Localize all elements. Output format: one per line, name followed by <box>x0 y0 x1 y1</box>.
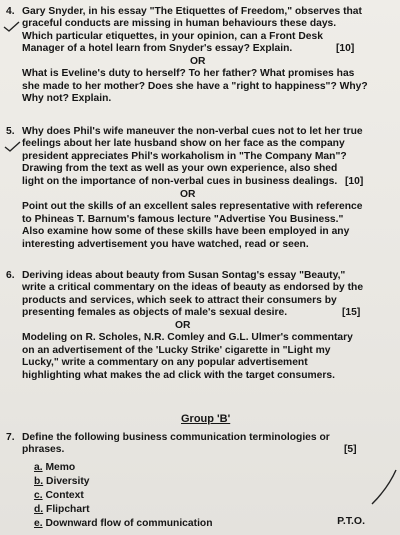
question-line: highlighting what makes the ad click with the target consumers. <box>22 369 335 381</box>
pen-stroke-icon <box>368 468 398 508</box>
question-number: 5. <box>6 126 15 137</box>
or-separator: OR <box>190 56 206 67</box>
question-number: 4. <box>6 6 15 17</box>
question-line: Why not? Explain. <box>22 93 112 105</box>
question-line: president appreciates Phil's workaholism in "The Company Man"? <box>22 150 347 162</box>
question-line: feelings about her late husband show on her face as the company <box>22 138 345 150</box>
sub-item: e. Downward flow of communication <box>34 518 213 529</box>
question-line: to Phineas T. Barnum's famous lecture "Advertise You Business." <box>22 213 344 225</box>
sub-item: d. Flipchart <box>34 504 90 515</box>
sub-item: b. Diversity <box>34 476 90 487</box>
question-line: Manager of a hotel learn from Snyder's essay? Explain. <box>22 43 293 55</box>
question-line: she made to her mother? Does she have a "right to happiness"? Why? <box>22 80 368 92</box>
question-line: What is Eveline's duty to herself? To her father? What promises has <box>22 68 355 80</box>
question-number: 6. <box>6 270 15 281</box>
question-line: Gary Snyder, in his essay "The Etiquettes of Freedom," observes that <box>22 6 362 17</box>
sub-item: a. Memo <box>34 462 76 473</box>
question-line: Drawing from the text as well as your own experience, also shed <box>22 163 338 175</box>
or-separator: OR <box>175 320 191 331</box>
question-line: Why does Phil's wife maneuver the non-verbal cues not to let her true <box>22 126 363 137</box>
check-mark-icon <box>2 20 22 34</box>
section-heading: Group 'B' <box>181 413 231 425</box>
marks: [10] <box>336 43 355 55</box>
question-line: Lucky," write a commentary on any popular advertisement <box>22 357 308 369</box>
question-line: Modeling on R. Scholes, N.R. Comley and G.L. Ulmer's commentary <box>22 332 353 344</box>
check-mark-icon <box>3 140 23 154</box>
sub-item: c. Context <box>34 490 84 501</box>
question-line: graceful conducts are missing in human behaviours these days. <box>22 18 337 30</box>
question-line: light on the importance of non-verbal cues in business dealings. <box>22 175 338 187</box>
question-line: write a critical commentary on the ideas of beauty as endorsed by the <box>22 282 364 294</box>
question-line: Which particular etiquettes, in your opinion, can a Front Desk <box>22 30 323 42</box>
marks: [10] <box>345 175 364 187</box>
question-line: phrases. <box>22 444 65 456</box>
question-line: Also examine how some of these skills have been employed in any <box>22 226 350 238</box>
question-line: Deriving ideas about beauty from Susan Sontag's essay "Beauty," <box>22 270 346 281</box>
page-turn-label: P.T.O. <box>337 515 365 527</box>
marks: [15] <box>342 307 361 319</box>
marks: [5] <box>344 444 357 456</box>
question-line: products and services, which seek to attract their consumers by <box>22 294 337 306</box>
question-number: 7. <box>6 432 15 443</box>
question-line: Define the following business communication terminologies or <box>22 432 330 443</box>
question-line: interesting advertisement you have watched, read or seen. <box>22 238 309 250</box>
question-line: on an advertisement of the 'Lucky Strike' cigarette in "Light my <box>22 344 331 356</box>
or-separator: OR <box>180 189 196 200</box>
question-line: presenting females as objects of male's sexual desire. <box>22 307 288 319</box>
question-line: Point out the skills of an excellent sales representative with reference <box>22 201 363 213</box>
